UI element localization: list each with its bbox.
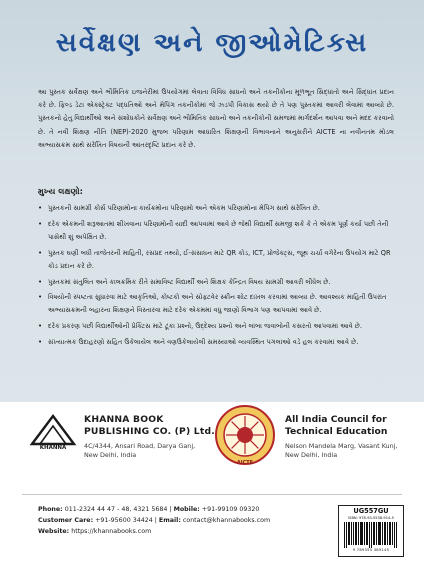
bullet-icon: • <box>38 322 43 331</box>
bullet-icon: • <box>38 277 43 286</box>
features-heading: મુખ્ય લક્ષણો: <box>38 186 83 196</box>
aicte-name: All India Council for Technical Education <box>285 414 388 437</box>
book-description: આ પુસ્તક સર્વેક્ષણ અને ભૌમિતિક ઇજનેરીમાં ઉપયોગમાં લેવાતા વિવિધ સાધનો અને તકનીકોના મૂળભૂત સિદ્ધાંતો અને સિદ્ધાંત પ્રદાન કરે છે. ફિલ્ડ ડેટા એક્સ્ટ્રેક્ટ પદ્ધતિઓ અને મેપિંગ તકનીકોમાં જે ઝડપી વિકાસ થયો છે તે પણ પુસ્તકમાં આવરી લેવામાં આવ્યો છે. પુસ્તકનો હેતુ વિદ્યાર્થીઓ અને સંશોધકોને સર્વેક્ષણ અને ભૌમિતિક સાધનો અને તકનીકોની સમજમાં માર્ગદર્શન આપવા અને મદદ કરવાનો છે. તે નવી શિક્ષણ નીતિ (NEP)-2020 મુજબ પરિણામ આધારિત શિક્ષણની વિભાવનાને અનુસરીને AICTE ના નવીનતમ મોડલ અભ્યાસક્રમ સાથે સંરેખિત વિષયની આંતરદૃષ્ટિ પ્રદાન કરે છે. <box>38 88 394 149</box>
website-link[interactable]: https://khannabooks.com <box>71 528 152 535</box>
feature-text: પુસ્તકમાં સંતુલિત અને કાલક્રમિક રીતે સમાવિષ્ટ વિદ્યાર્થી અને શિક્ષક કેન્દ્રિત વિષય સામગ્રી આવરી લીધેલ છે. <box>48 277 331 286</box>
svg-text:KHANNA: KHANNA <box>39 445 67 450</box>
bullet-icon: • <box>38 293 43 302</box>
website-line: Website: https://khannabooks.com <box>38 528 152 535</box>
bullet-icon: • <box>38 337 43 346</box>
features-list <box>38 202 394 352</box>
aicte-logo-icon <box>214 404 276 466</box>
aicte-address: Nelson Mandela Marg, Vasant Kunj, New Delhi, India <box>285 442 398 459</box>
bullet-icon: • <box>38 219 43 228</box>
feature-text: દરેક પ્રકરણ પછી વિદ્યાર્થીઓની પ્રેક્ટિસ માટે ટૂંકા પ્રશ્નો, ઉદ્દેશ્ય પ્રશ્નો અને લાંબા જવાબોની કસરતો આપવામાં આવે છે. <box>48 322 362 331</box>
list-item <box>38 247 394 273</box>
email-link[interactable]: contact@khannabooks.com <box>182 517 271 524</box>
bullet-icon: • <box>38 248 43 257</box>
list-item <box>38 320 394 333</box>
publisher-address: 4C/4344, Ansari Road, Darya Ganj, New Delhi, India <box>84 442 196 459</box>
customer-care-number: +91-95600 34424 <box>95 517 153 524</box>
footer-divider <box>22 494 402 495</box>
list-item <box>38 336 394 349</box>
barcode-box <box>338 505 404 557</box>
isbn-label: ISBN: 978-93-5538-914-5 <box>348 516 394 520</box>
book-title: સર્વેક્ષણ અને જીઓમેટિક્સ <box>55 28 369 58</box>
mobile-number: +91-99109 09320 <box>201 506 260 513</box>
feature-text: પુસ્તકની સામગ્રી કોર્સ પરિણામોના કાર્યક્રમોના પરિણામો અને એકમ પરિણામોના મેપિંગ સાથે સંરેખિત છે. <box>48 204 320 212</box>
barcode-icon <box>343 522 399 548</box>
feature-text: પુસ્તક ઘણી બધી તાજેતરની માહિતી, રસપ્રદ તથ્યો, ઈ-સંસાધન માટે QR કોડ, ICT, પ્રોજેક્ટ્સ, જૂથ ચર્ચા વગેરેના ઉપયોગ માટે QR કોડ પ્રદાન કરે છે. <box>48 248 391 270</box>
feature-text: વિષયોની સ્પષ્ટતા સુધારવા માટે આકૃતિઓ, કોષ્ટકો અને સોફ્ટવેર સ્ક્રીન શોટ દાખલ કરવામાં આવ્યા છે. આવશ્યક માહિતી ઉપરાંત અભ્યાસક્રમની બહારના શિક્ષણને વિસ્તારવા માટે દરેક એકમમાં વધુ જાણો વિભાગ પણ આપવામાં આવે છે. <box>48 293 387 315</box>
feature-text: સંખ્યાત્મક ઉદાહરણો સહિત ઉકેલાયેલ અને વણઉકેલાયેલી સમસ્યાઓ વ્યવસ્થિત પગલાંઓ વડે હલ કરવામાં આવે છે. <box>48 337 359 346</box>
list-item <box>38 276 394 289</box>
bullet-icon: • <box>38 204 43 212</box>
customer-care-line: Customer Care: +91-95600 34424 | Email: contact@khannabooks.com <box>38 517 271 524</box>
list-item <box>38 218 394 244</box>
publisher-logo-icon <box>28 410 78 450</box>
list-item <box>38 202 394 215</box>
feature-text: દરેક એકમની શરૂઆતમાં શીખવાના પરિણામોની યાદી આપવામાં આવે છે જેથી વિદ્યાર્થી સમજી શકે કે તે એકમ પૂર્ણ કર્યા પછી તેની પાસેથી શું અપેક્ષિત છે. <box>48 219 389 241</box>
list-item <box>38 291 394 317</box>
phone-number: 011-2324 44 47 - 48, 4321 5684 <box>64 506 168 513</box>
svg-text:AICTE: AICTE <box>236 460 254 466</box>
publisher-name: KHANNA BOOK PUBLISHING CO. (P) Ltd. <box>84 414 215 437</box>
contact-info <box>38 504 270 537</box>
isbn-digits: 9 789355 389145 <box>352 548 390 552</box>
product-code: UG557GU <box>353 507 389 515</box>
phone-line: Phone: 011-2324 44 47 - 48, 4321 5684 | Mobile: +91-99109 09320 <box>38 506 260 513</box>
